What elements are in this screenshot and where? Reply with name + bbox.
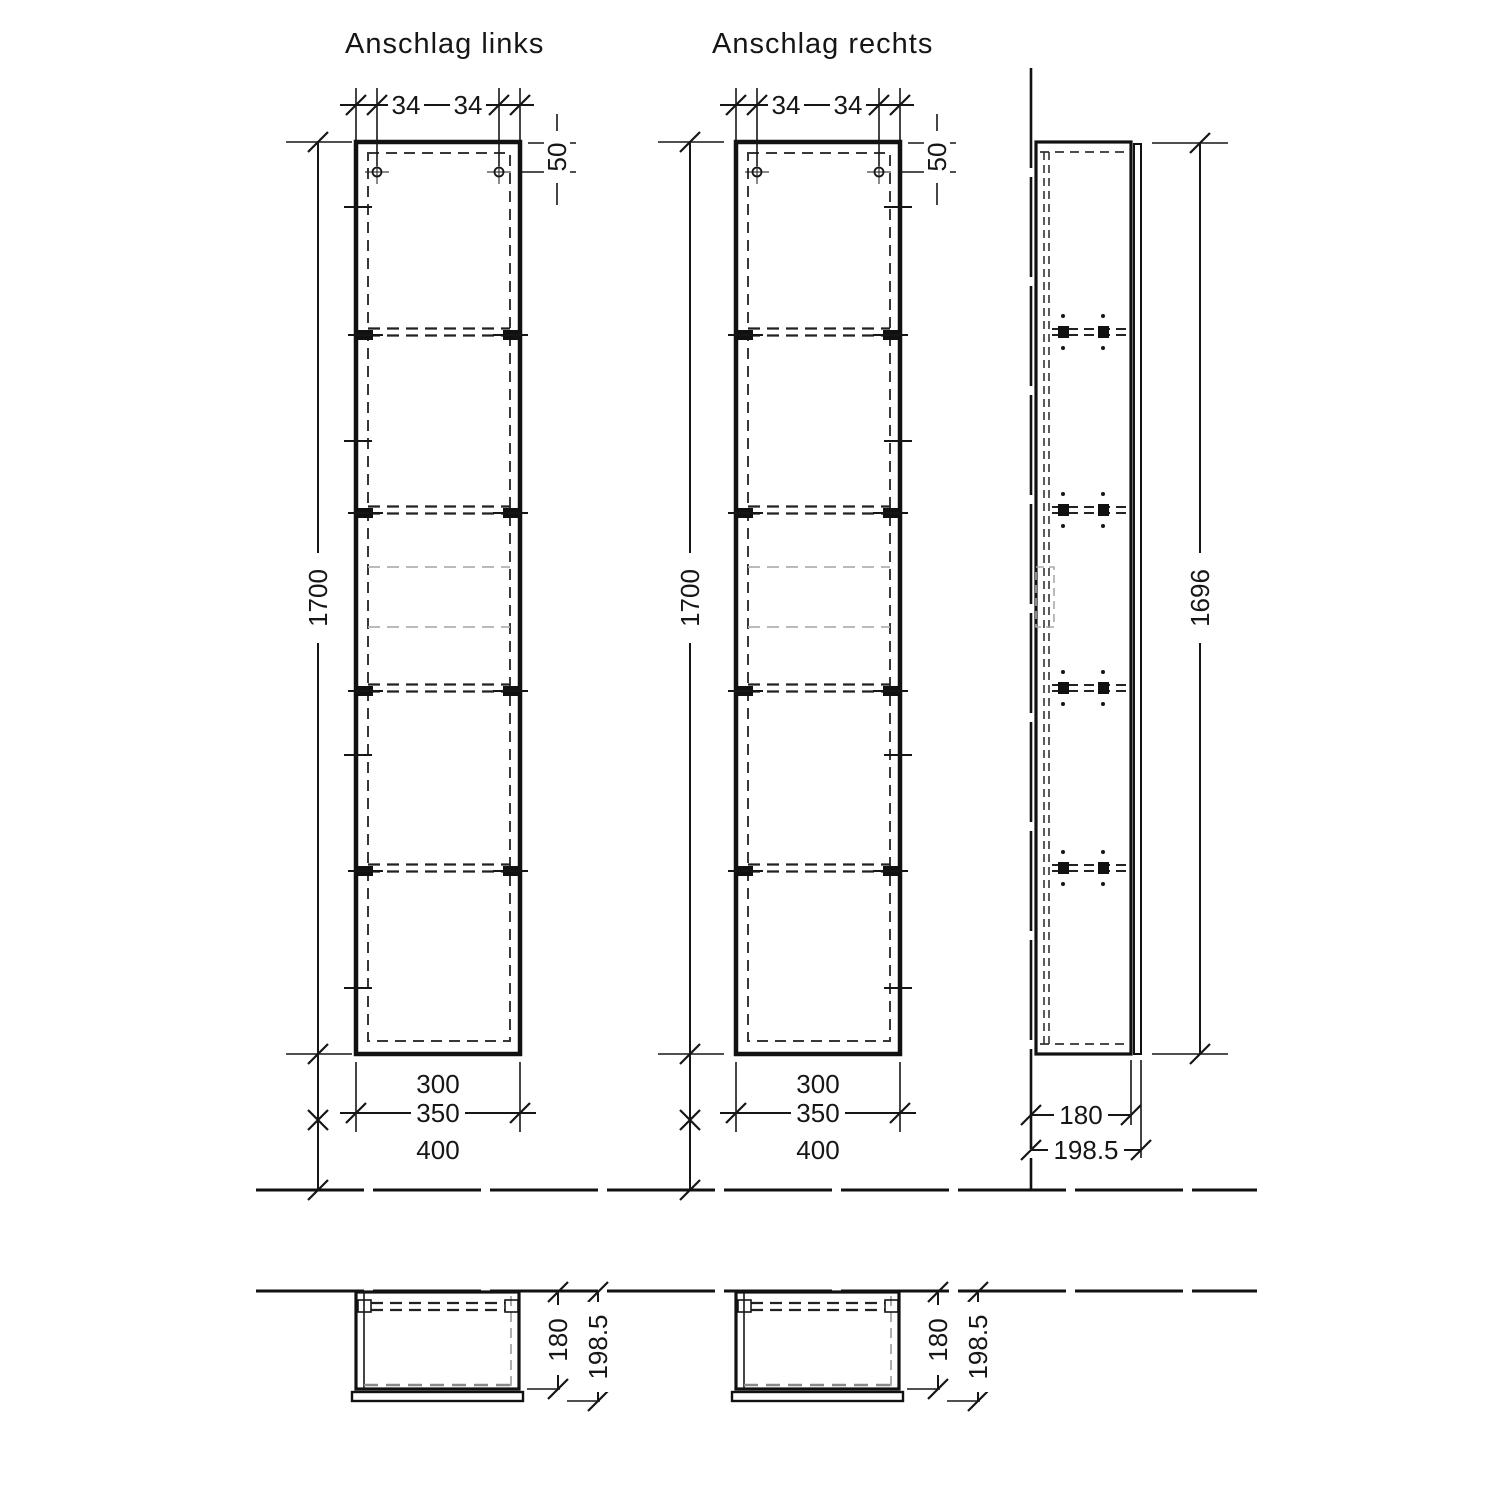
dim-1700-b: 1700 — [675, 569, 705, 627]
dim-198-5-plan-a: 198.5 — [583, 1314, 613, 1380]
dim-180-plan-a: 180 — [543, 1318, 573, 1362]
dim-34-left-a: 34 — [391, 90, 421, 120]
dim-34-left-b: 34 — [771, 90, 801, 120]
dim-1700-a: 1700 — [303, 569, 333, 627]
dim-198-5-plan-b: 198.5 — [963, 1314, 993, 1380]
dim-34-right-b: 34 — [833, 90, 863, 120]
dim-350-b: 350 — [796, 1098, 840, 1128]
dim-1696: 1696 — [1185, 569, 1215, 627]
dim-34-right-a: 34 — [453, 90, 483, 120]
side-door-edge — [1134, 144, 1141, 1054]
dim-180-side: 180 — [1059, 1100, 1103, 1130]
title-hinge-left: Anschlag links — [345, 28, 545, 60]
plan-view-hinge-left — [352, 1292, 523, 1401]
dim-400-b: 400 — [796, 1135, 840, 1165]
title-hinge-right: Anschlag rechts — [712, 28, 934, 60]
front-view-hinge-left — [348, 142, 528, 1054]
dim-50-b: 50 — [922, 142, 952, 172]
front-view-hinge-right — [728, 142, 908, 1054]
dim-350-a: 350 — [416, 1098, 460, 1128]
dim-300-a: 300 — [416, 1069, 460, 1099]
dim-300-b: 300 — [796, 1069, 840, 1099]
dim-50-a: 50 — [542, 142, 572, 172]
dim-180-plan-b: 180 — [923, 1318, 953, 1362]
side-carcass — [1036, 142, 1131, 1054]
dim-198-5-side: 198.5 — [1053, 1135, 1119, 1165]
plan-view-hinge-right — [732, 1292, 903, 1401]
dim-400-a: 400 — [416, 1135, 460, 1165]
